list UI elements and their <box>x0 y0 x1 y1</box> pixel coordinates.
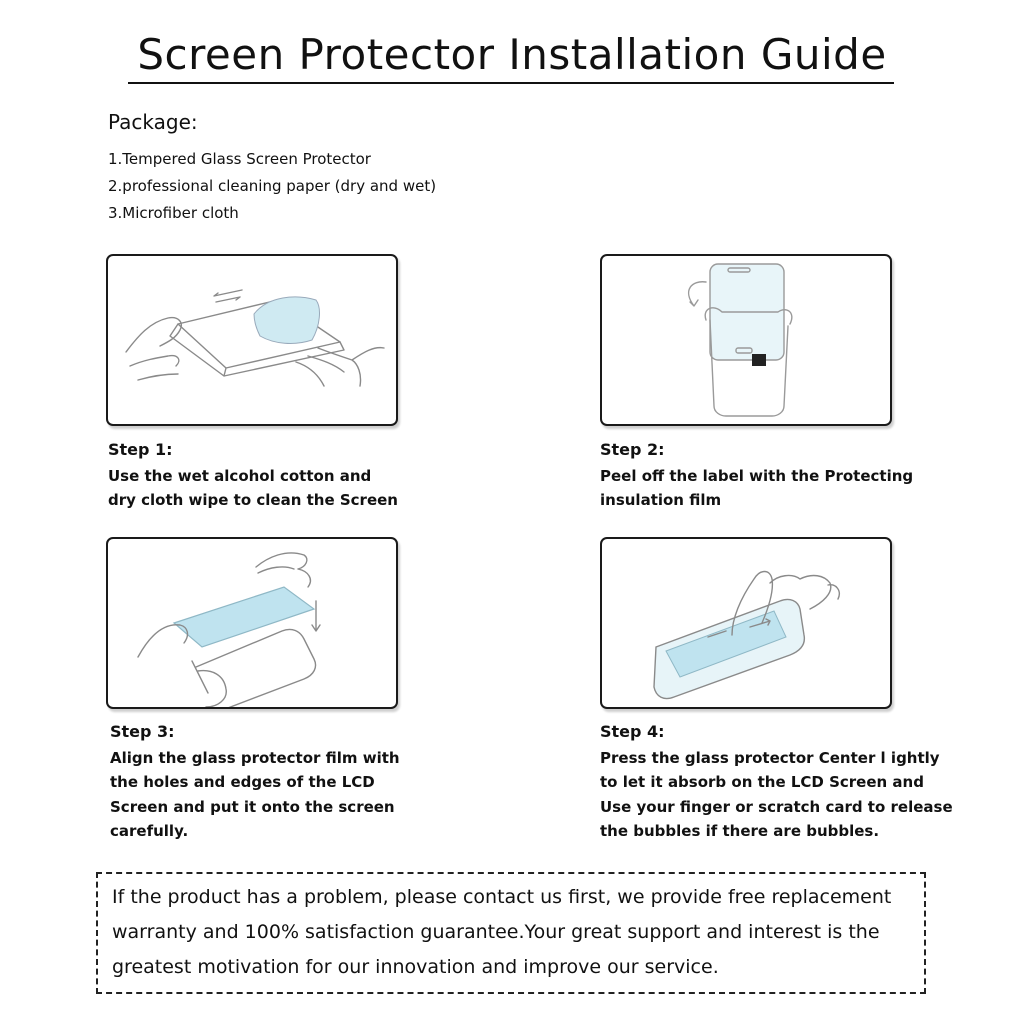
step-3-illustration <box>106 537 398 709</box>
title-underline <box>128 82 894 84</box>
step-text-line: to let it absorb on the LCD Screen and <box>600 773 924 791</box>
notice-line: warranty and 100% satisfaction guarantee.Your great support and interest is the <box>112 921 880 943</box>
pressing-center-icon <box>602 539 890 707</box>
step-text-line: the holes and edges of the LCD <box>110 773 375 791</box>
step-4-caption <box>600 720 953 844</box>
step-text-line: dry cloth wipe to clean the Screen <box>108 491 398 509</box>
step-1-caption <box>108 438 398 513</box>
step-title: Step 2: <box>600 440 665 459</box>
step-3-caption <box>110 720 400 844</box>
step-1-illustration <box>106 254 398 426</box>
step-text-line: Press the glass protector Center l ightly <box>600 748 940 767</box>
package-item: 1.Tempered Glass Screen Protector <box>108 150 371 168</box>
step-2-caption <box>600 438 913 513</box>
step-text-line: Peel off the label with the Protecting <box>600 466 914 485</box>
step-title: Step 3: <box>110 722 175 741</box>
step-text-line: the bubbles if there are bubbles. <box>600 822 880 840</box>
step-title: Step 1: <box>108 440 173 459</box>
step-text-line: Align the glass protector film with <box>110 748 400 767</box>
step-text-line: carefully. <box>110 822 189 840</box>
peeling-film-icon <box>602 256 890 424</box>
package-list <box>108 146 436 227</box>
package-item: 2.professional cleaning paper (dry and wet) <box>108 177 437 195</box>
step-4-illustration <box>600 537 892 709</box>
package-heading: Package: <box>108 110 198 134</box>
aligning-protector-icon <box>108 539 396 707</box>
step-title: Step 4: <box>600 722 665 741</box>
notice-line: If the product has a problem, please contact us first, we provide free replacement <box>112 886 892 908</box>
step-text-line: Use your finger or scratch card to release <box>600 797 953 816</box>
package-item: 3.Microfiber cloth <box>108 204 239 222</box>
step-text-line: Screen and put it onto the screen <box>110 797 395 816</box>
step-2-illustration <box>600 254 892 426</box>
page-title: Screen Protector Installation Guide <box>137 30 887 79</box>
warranty-notice <box>96 872 926 994</box>
step-text-line: insulation film <box>600 491 722 509</box>
hands-wiping-screen-icon <box>108 256 396 424</box>
step-text-line: Use the wet alcohol cotton and <box>108 466 372 485</box>
notice-line: greatest motivation for our innovation and improve our service. <box>112 956 719 978</box>
